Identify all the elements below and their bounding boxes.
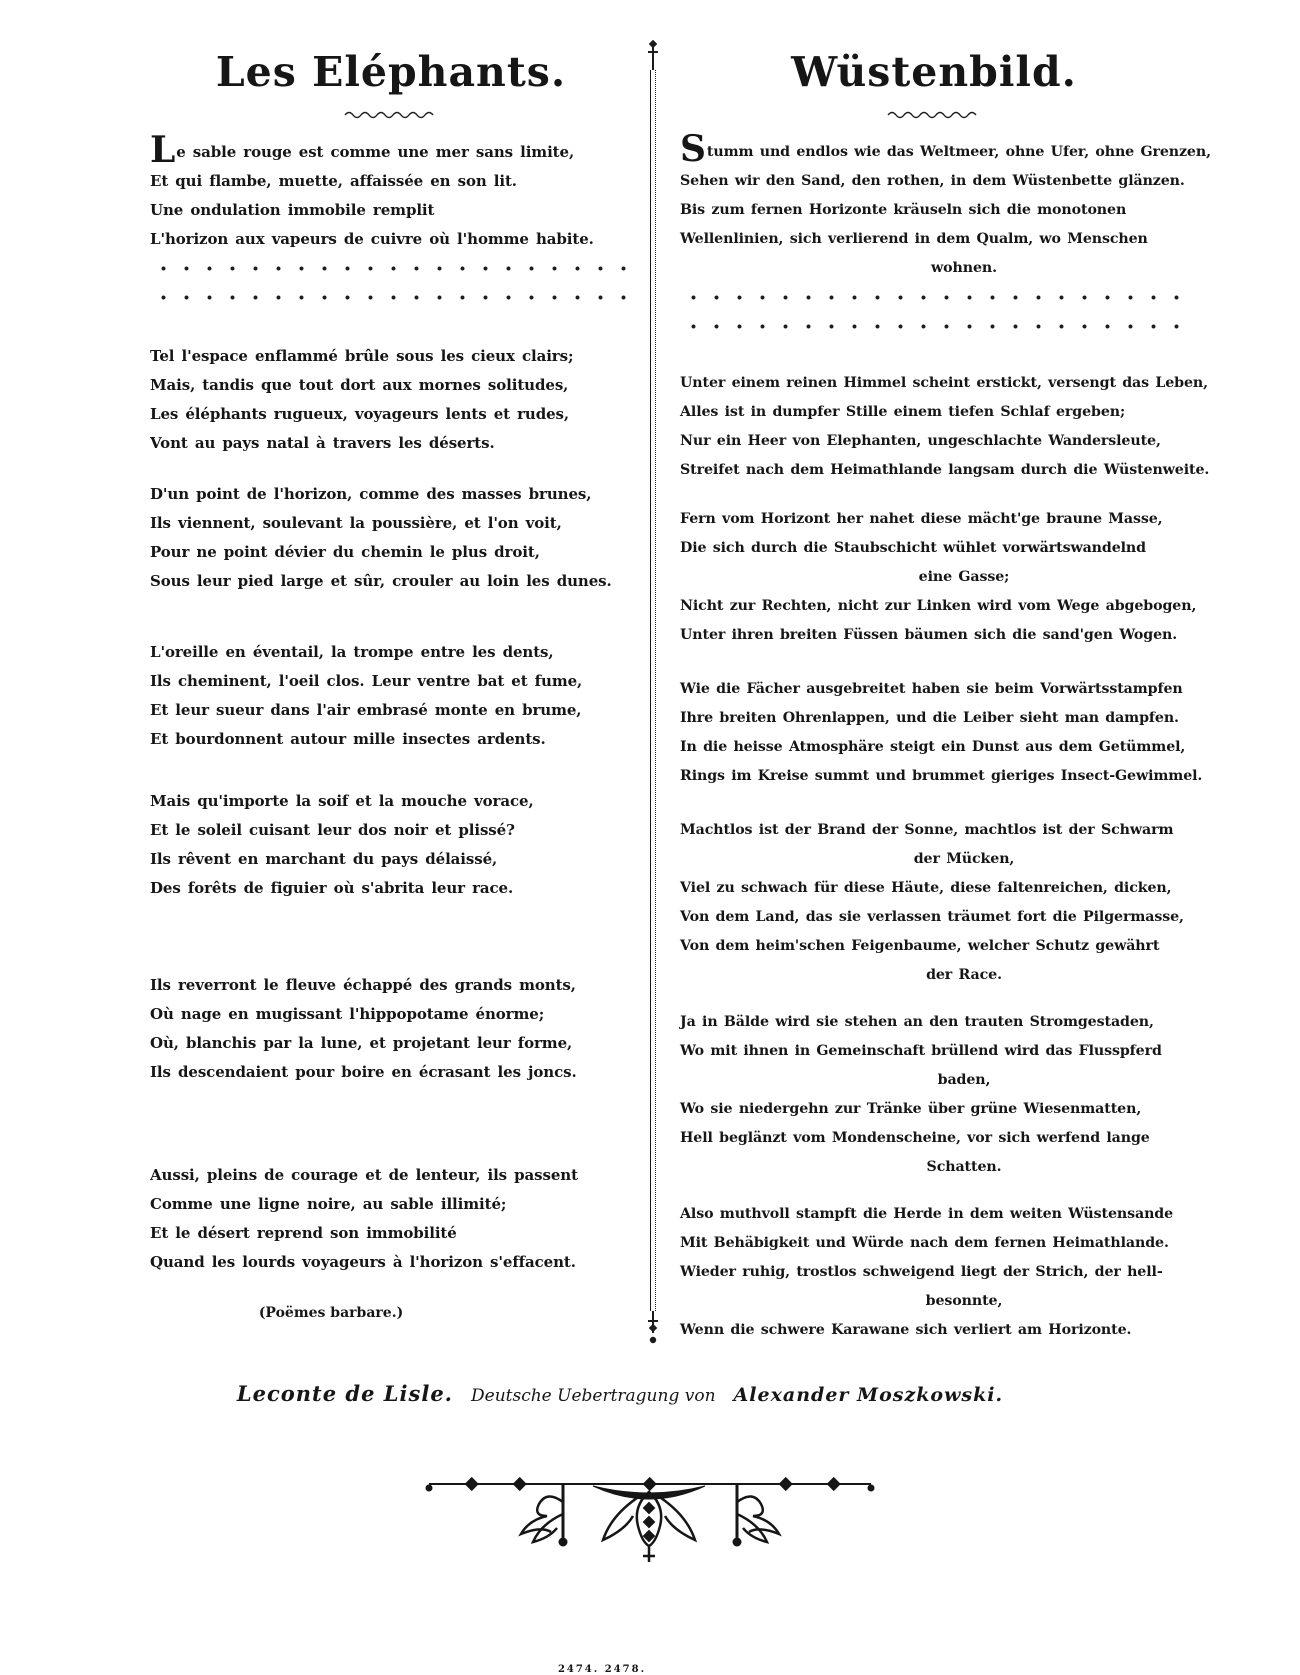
poem-line: Et le soleil cuisant leur dos noir et plissé? [150,821,515,839]
stanza [150,1161,632,1277]
poem-line: Wenn die schwere Karawane sich verliert am Horizonte. [680,1322,1132,1338]
author-name: Leconte de Lisle. [236,1381,453,1406]
german-title: Wüstenbild. [791,48,1077,96]
stanza [150,342,632,458]
poem-line: Vont au pays natal à travers les déserts. [150,434,495,452]
title-squiggle-ornament [343,110,439,120]
french-poem-body [150,129,632,1277]
poem-line: Où, blanchis par la lune, et projetant leur forme, [150,1034,573,1052]
poem-line: Stumm und endlos wie das Weltmeer, ohne Ufer, ohne Grenzen, [680,128,1211,170]
poem-line: Où nage en mugissant l'hippopotame énorme; [150,1005,545,1023]
plate-number: 2474. 2478. [557,1664,647,1675]
poem-line: Mit Behäbigkeit und Würde nach dem fernen Heimathlande. [680,1235,1169,1251]
french-column [150,40,632,1345]
poem-line: eine Gasse; [918,569,1010,585]
poem-line: Et qui flambe, muette, affaissée en son lit. [150,172,517,190]
french-title: Les Eléphants. [215,48,567,96]
poem-line: baden, [937,1072,991,1088]
poem-line: Streifet nach dem Heimathlande langsam durch die Wüstenweite. [680,462,1210,478]
source-note: (Poëmes barbare.) [258,1305,404,1321]
poem-line: Nicht zur Rechten, nicht zur Linken wird vom Wege abgebogen, [680,598,1197,614]
poem-line: Wo sie niedergehn zur Tränke über grüne Wiesenmatten, [680,1101,1142,1117]
stanza [680,505,1197,650]
stanza [150,971,632,1087]
poem-line: Des forêts de figuier où s'abrita leur race. [150,879,514,897]
poem-line: Hell beglänzt vom Mondenscheine, vor sich werfend lange [680,1130,1150,1146]
divider-rule [650,70,656,1311]
divider-bottom-finial-icon [645,1311,661,1345]
tailpiece-ornament-icon [415,1458,885,1568]
translation-note: Deutsche Uebertragung von [471,1386,716,1406]
poem-line: der Mücken, [913,851,1015,867]
poem-line: Wieder ruhig, trostlos schweigend liegt der Strich, der hell- [680,1264,1163,1280]
poem-line: Une ondulation immobile remplit [150,201,435,219]
ornamental-initial: L [150,129,176,171]
ellipsis-dots [680,312,1188,341]
poem-line: Et leur sueur dans l'air embrasé monte en brume, [150,701,582,719]
ellipsis-dots [150,283,632,312]
poem-line: Ils reverront le fleuve échappé des grands monts, [150,976,576,994]
stanza [680,369,1210,485]
tailpiece-wrap [0,1458,1300,1572]
poem-line: Viel zu schwach für diese Häute, diese faltenreichen, dicken, [680,880,1172,896]
poem-line: Fern vom Horizont her nahet diese mächt'ge braune Masse, [680,511,1163,527]
stanza [680,1008,1188,1182]
divider-top-finial-icon [645,40,661,70]
column-divider [646,40,660,1345]
title-squiggle-ornament [886,110,982,120]
poem-line: Bis zum fernen Horizonte kräuseln sich die monotonen [680,202,1127,218]
poem-line: L'oreille en éventail, la trompe entre les dents, [150,643,554,661]
ellipsis-dots [150,254,632,283]
poem-line: Schatten. [926,1159,1002,1175]
poem-line: Tel l'espace enflammé brûle sous les cieux clairs; [150,347,574,365]
poem-line: Les éléphants rugueux, voyageurs lents et rudes, [150,405,570,423]
poem-line: Et le désert reprend son immobilité [150,1224,457,1242]
translator-name: Alexander Moszkowski. [733,1384,1004,1406]
poem-line: Le sable rouge est comme une mer sans limite, [150,129,575,171]
poem-line: Ja in Bälde wird sie stehen an den trauten Stromgestaden, [680,1014,1154,1030]
poem-line: Von dem heim'schen Feigenbaume, welcher Schutz gewährt [680,938,1160,954]
poem-line: besonnte, [925,1293,1003,1309]
poem-line: L'horizon aux vapeurs de cuivre où l'homme habite. [150,230,594,248]
poem-line: In die heisse Atmosphäre steigt ein Dunst aus dem Getümmel, [680,739,1186,755]
poem-line: Aussi, pleins de courage et de lenteur, ils passent [150,1166,578,1184]
poem-line: wohnen. [931,260,997,276]
poem-line: Sous leur pied large et sûr, crouler au loin les dunes. [150,572,612,590]
stanza [680,816,1188,990]
two-column-layout [0,40,1300,1345]
stanza [680,128,1211,283]
poem-line: Wie die Fächer ausgebreitet haben sie beim Vorwärtsstampfen [680,681,1183,697]
ornamental-initial: S [680,128,706,170]
poem-line: Unter ihren breiten Füssen bäumen sich die sand'gen Wogen. [680,627,1178,643]
column-gap [660,40,680,1345]
poem-line: Unter einem reinen Himmel scheint erstickt, versengt das Leben, [680,375,1208,391]
poem-line: Also muthvoll stampft die Herde in dem weiten Wüstensande [680,1206,1174,1222]
poem-line: Nur ein Heer von Elephanten, ungeschlachte Wandersleute, [680,433,1161,449]
ellipsis-dots [680,283,1188,312]
poem-line: Mais, tandis que tout dort aux mornes solitudes, [150,376,569,394]
stanza [150,638,632,754]
column-gap [632,40,646,1345]
poem-line: der Race. [926,967,1002,983]
poem-line: Die sich durch die Staubschicht wühlet vorwärtswandelnd [680,540,1146,556]
stanza [150,129,632,254]
poem-line: Sehen wir den Sand, den rothen, in dem Wüstenbette glänzen. [680,173,1185,189]
poem-line: Rings im Kreise summt und brummet gieriges Insect-Gewimmel. [680,768,1203,784]
poem-line: Wellenlinien, sich verlierend in dem Qualm, wo Menschen [680,231,1148,247]
poem-line: Ils cheminent, l'oeil clos. Leur ventre bat et fume, [150,672,583,690]
stanza [680,675,1203,791]
poem-line: Wo mit ihnen in Gemeinschaft brüllend wird das Flusspferd [680,1043,1162,1059]
poem-line: Et bourdonnent autour mille insectes ardents. [150,730,546,748]
stanza [150,480,632,596]
poem-line: Pour ne point dévier du chemin le plus droit, [150,543,540,561]
attribution-line [0,1381,1300,1406]
stanza [680,1200,1188,1345]
poem-line: Alles ist in dumpfer Stille einem tiefen Schlaf ergeben; [680,404,1126,420]
poem-line: Ils descendaient pour boire en écrasant les joncs. [150,1063,577,1081]
poem-line: Mais qu'importe la soif et la mouche vorace, [150,792,534,810]
german-column [680,40,1211,1345]
stanza [150,787,632,903]
poem-line: Von dem Land, das sie verlassen träumet fort die Pilgermasse, [680,909,1184,925]
poem-line: Ils viennent, soulevant la poussière, et l'on voit, [150,514,562,532]
poem-line: Quand les lourds voyageurs à l'horizon s'effacent. [150,1253,576,1271]
poem-line: Ihre breiten Ohrenlappen, und die Leiber sieht man dampfen. [680,710,1179,726]
poem-line: Comme une ligne noire, au sable illimité; [150,1195,507,1213]
poem-line: D'un point de l'horizon, comme des masses brunes, [150,485,592,503]
poem-line: Ils rêvent en marchant du pays délaissé, [150,850,498,868]
poem-line: Machtlos ist der Brand der Sonne, machtlos ist der Schwarm [680,822,1174,838]
german-poem-body [680,128,1211,1345]
